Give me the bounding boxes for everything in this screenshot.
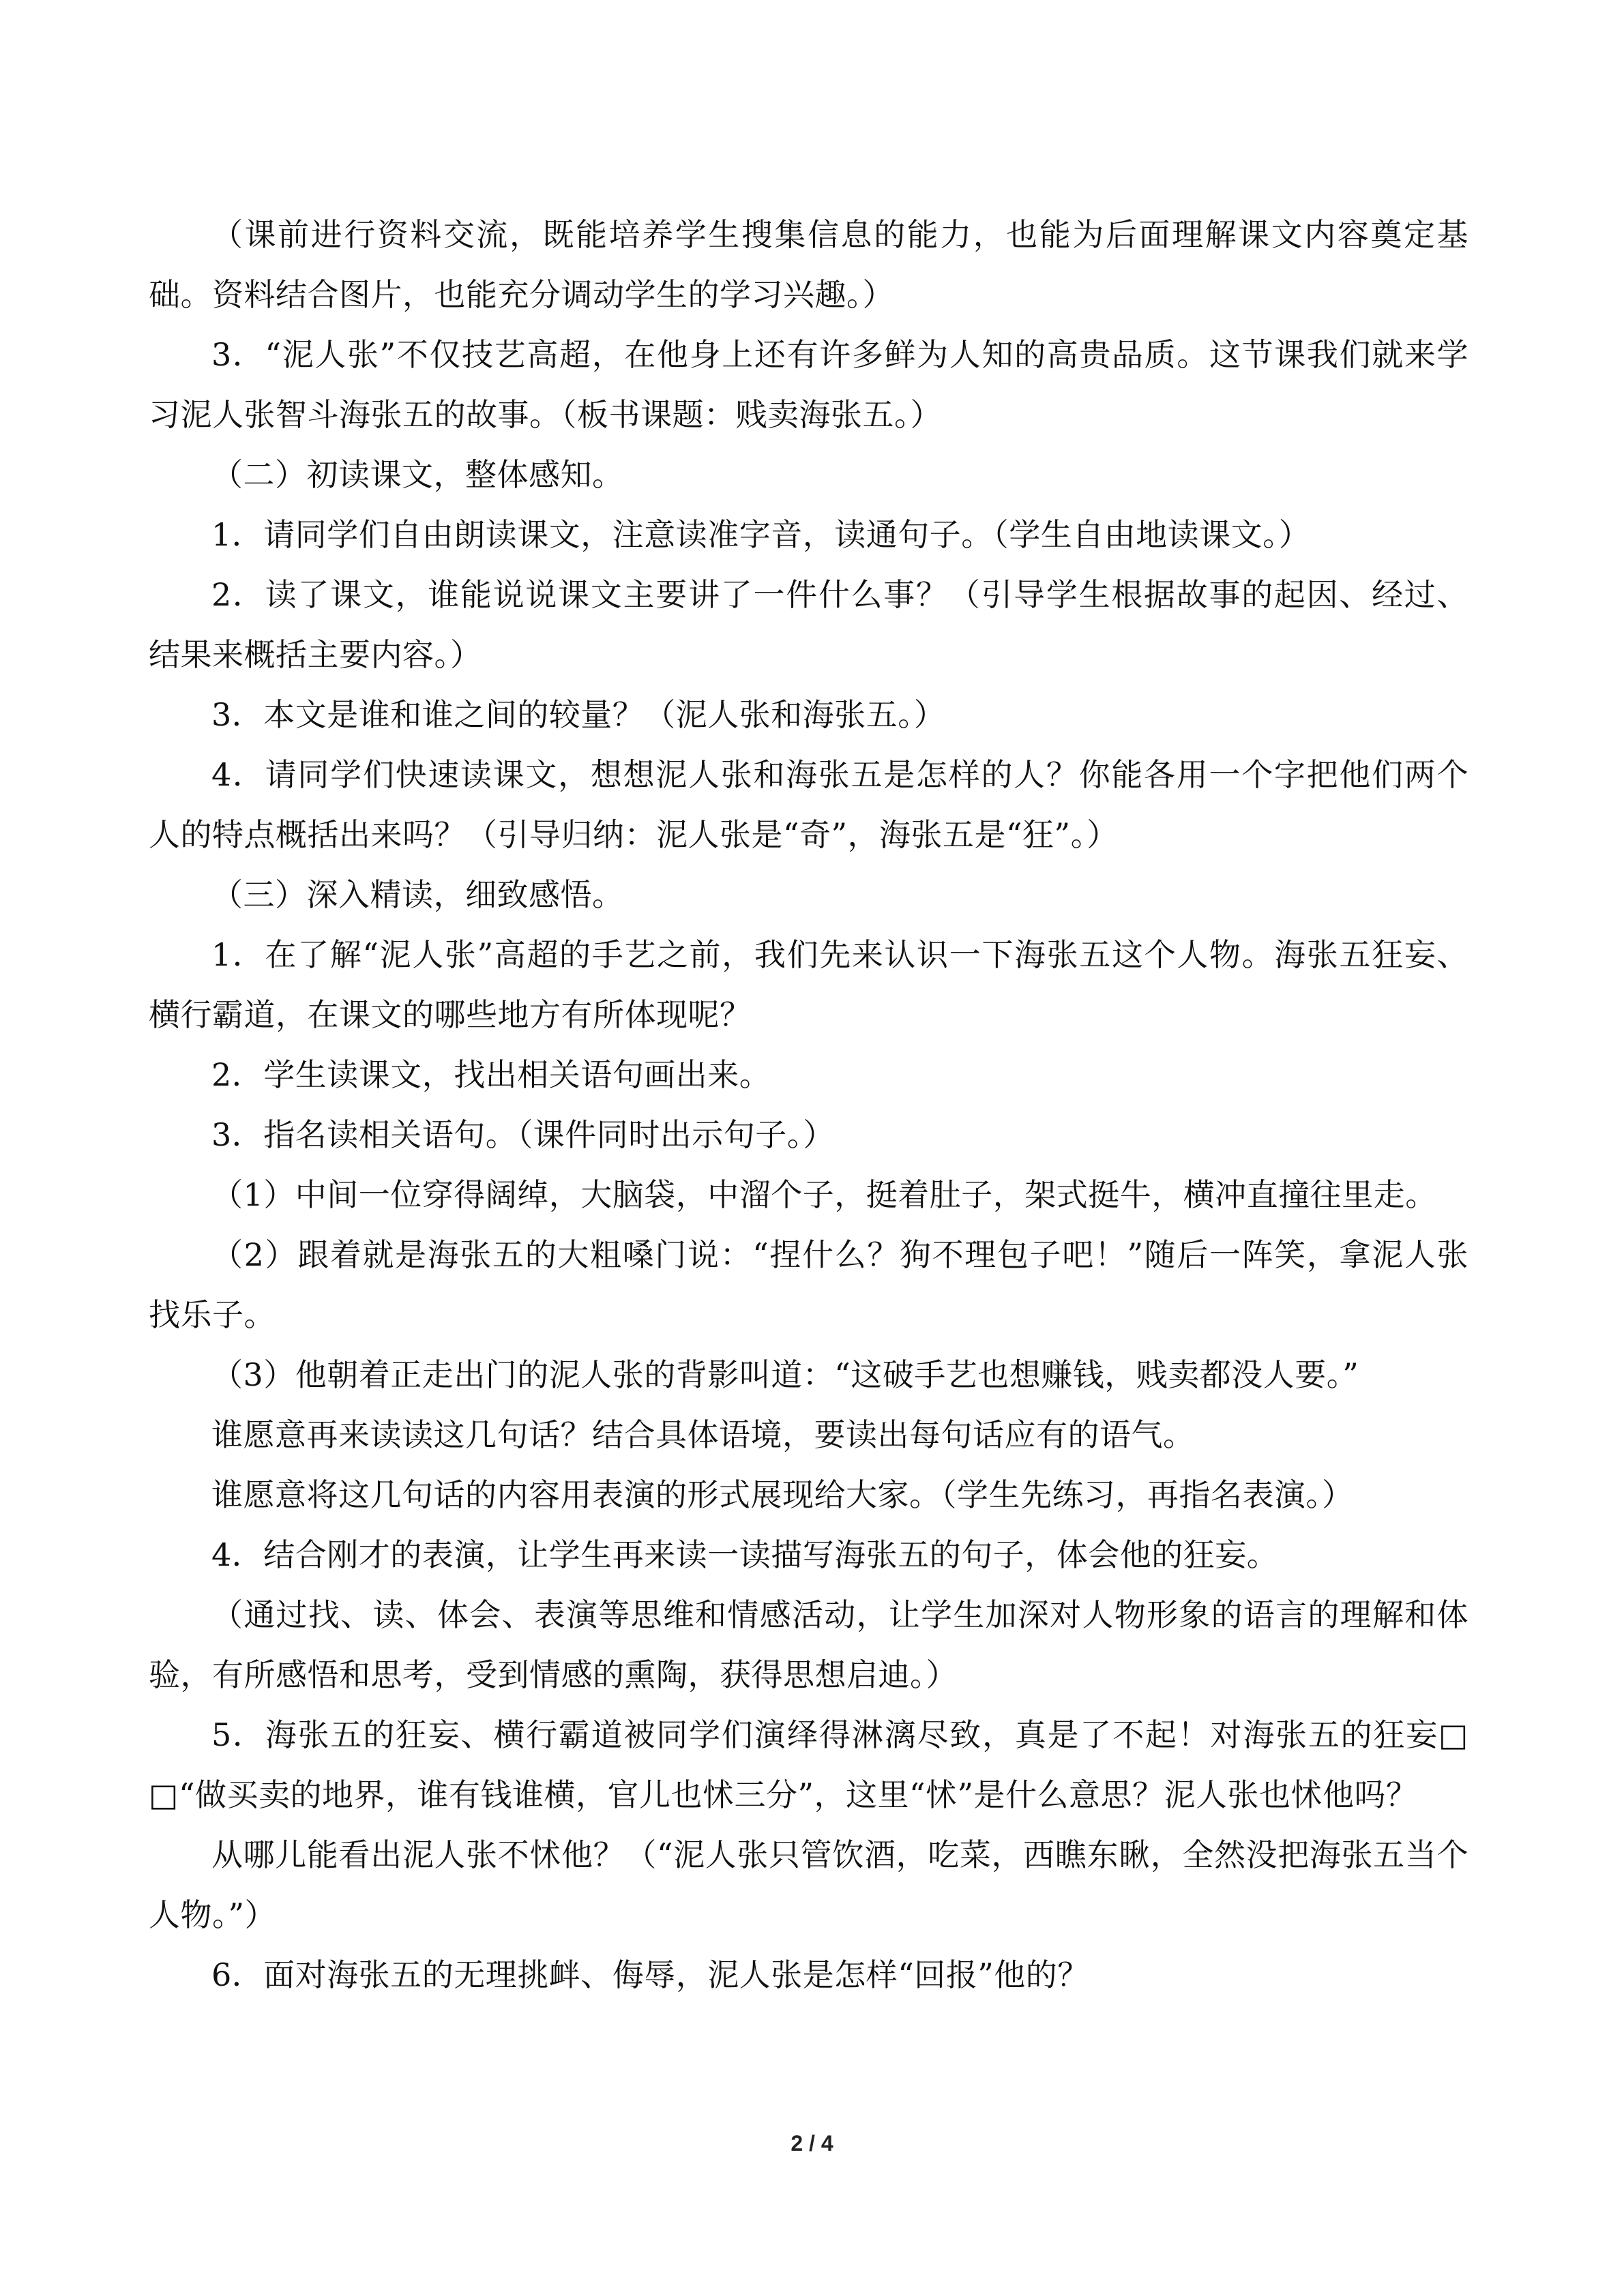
section-heading-close-reading: （三）深入精读，细致感悟。 xyxy=(211,876,624,913)
paragraph-item-4-characters: 4．请同学们快速读课文，想想泥人张和海张五是怎样的人？你能各用一个字把他们两个人的特点概括出来吗？（引导归纳：泥人张是“奇”，海张五是“狂”。） xyxy=(149,756,1468,853)
quote-sentence-2: （2）跟着就是海张五的大粗嗓门说：“捏什么？狗不理包子吧！”随后一阵笑，拿泥人张找乐子。 xyxy=(149,1236,1468,1333)
paragraph-item-3-intro: 3．“泥人张”不仅技艺高超，在他身上还有许多鲜为人知的高贵品质。这节课我们就来学习泥人张智斗海张五的故事。（板书课题：贱卖海张五。） xyxy=(149,336,1468,433)
page-number: 2 / 4 xyxy=(791,2131,833,2156)
quote-sentence-3: （3）他朝着正走出门的泥人张的背影叫道：“这破手艺也想赚钱，贱卖都没人要。” xyxy=(211,1356,1359,1393)
paragraph-perform-prompt: 谁愿意将这几句话的内容用表演的形式展现给大家。（学生先练习，再指名表演。） xyxy=(211,1476,1354,1513)
paragraph-item-6-response: 6．面对海张五的无理挑衅、侮辱，泥人张是怎样“回报”他的？ xyxy=(211,1956,1089,1993)
document-body xyxy=(149,205,1468,2005)
paragraph-item-3-contest: 3．本文是谁和谁之间的较量？（泥人张和海张五。） xyxy=(211,696,946,733)
paragraph-item-2-find-sentences: 2．学生读课文，找出相关语句画出来。 xyxy=(211,1056,771,1093)
quote-sentence-1: （1）中间一位穿得阔绰，大脑袋，中溜个子，挺着肚子，架式挺牛，横冲直撞往里走。 xyxy=(211,1176,1437,1213)
paragraph-item-1-read-aloud: 1．请同学们自由朗读课文，注意读准字音，读通句子。（学生自由地读课文。） xyxy=(211,516,1311,553)
paragraph-item-3-read-sentences: 3．指名读相关语句。（课件同时出示句子。） xyxy=(211,1116,835,1153)
paragraph-item-4-performance: 4．结合刚才的表演，让学生再来读一读描写海张五的句子，体会他的狂妄。 xyxy=(211,1536,1279,1573)
section-heading-initial-reading: （二）初读课文，整体感知。 xyxy=(211,456,624,493)
paragraph-note-materials: （课前进行资料交流，既能培养学生搜集信息的能力，也能为后面理解课文内容奠定基础。资料结合图片，也能充分调动学生的学习兴趣。） xyxy=(149,216,1468,313)
paragraph-not-afraid: 从哪儿能看出泥人张不怵他？（“泥人张只管饮酒，吃菜，西瞧东瞅，全然没把海张五当个人物。”） xyxy=(149,1836,1468,1933)
paragraph-item-2-summary: 2．读了课文，谁能说说课文主要讲了一件什么事？（引导学生根据故事的起因、经过、结果来概括主要内容。） xyxy=(149,576,1468,673)
paragraph-note-activities: （通过找、读、体会、表演等思维和情感活动，让学生加深对人物形象的语言的理解和体验，有所感悟和思考，受到情感的熏陶，获得思想启迪。） xyxy=(149,1596,1468,1693)
paragraph-item-5-afraid: 5．海张五的狂妄、横行霸道被同学们演绎得淋漓尽致，真是了不起！对海张五的狂妄□□“做买卖的地界，谁有钱谁横，官儿也怵三分”，这里“怵”是什么意思？泥人张也怵他吗？ xyxy=(149,1716,1468,1813)
paragraph-item-1-haizhangwu: 1．在了解“泥人张”高超的手艺之前，我们先来认识一下海张五这个人物。海张五狂妄、横行霸道，在课文的哪些地方有所体现呢？ xyxy=(149,936,1468,1033)
paragraph-reread-prompt: 谁愿意再来读读这几句话？结合具体语境，要读出每句话应有的语气。 xyxy=(211,1416,1195,1453)
